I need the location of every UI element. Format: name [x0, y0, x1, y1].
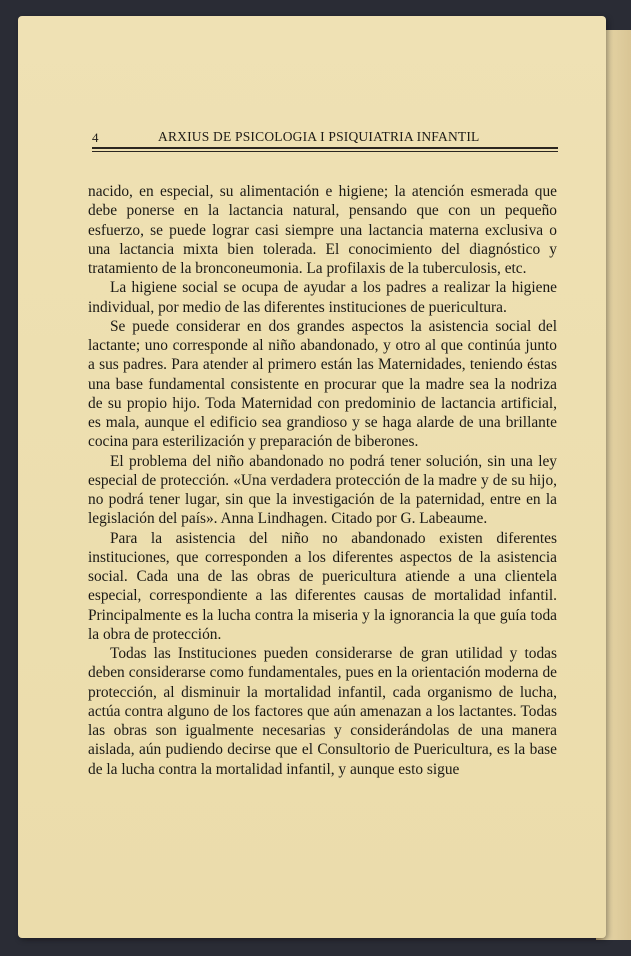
paragraph: Para la asistencia del niño no abandonado existen diferentes instituciones, que corresponden a los diferentes aspectos de la asistencia social. Cada una de las obras de puericultura atiende a una clientela especial, correspondiente a las diferentes causas de mortalidad infantil. Principalmente es la lucha contra la miseria y la ignorancia la que guía toda la obra de protección. — [88, 529, 557, 643]
page-number: 4 — [92, 130, 99, 145]
page-header — [92, 128, 558, 148]
running-title: ARXIUS DE PSICOLOGIA I PSIQUIATRIA INFANTIL — [158, 129, 480, 144]
paragraph: Todas las Instituciones pueden considerarse de gran utilidad y todas deben considerarse como fundamentales, pues en la orientación moderna de protección, al disminuir la mortalidad infantil, cada organismo de lucha, actúa contra alguno de los factores que aún amenazan a los lactantes. Todas las obras son igualmente necesarias y considerándolas de una manera aislada, aún pudiendo decirse que el Consultorio de Puericultura, es la base de la lucha contra la mortalidad infantil, y aunque esto sigue — [88, 645, 557, 778]
paragraph: Se puede considerar en dos grandes aspectos la asistencia social del lactante; uno corresponde al niño abandonado, y otro al que continúa junto a sus padres. Para atender al primero están las Maternidades, teniendo éstas una base fundamental consistente en procurar que la madre sea la nodriza de su propio hijo. Toda Maternidad con predominio de lactancia artificial, es mala, aunque el edificio sea grandioso y se haga alarde de una brillante cocina para esterilización y preparación de biberones. — [88, 317, 557, 451]
paragraph: nacido, en especial, su alimentación e higiene; la atención esmerada que debe ponerse en la lactancia natural, pensando que con un pequeño esfuerzo, se puede lograr casi siempre una lactancia materna exclusiva o una lactancia mixta bien tolerada. El conocimiento del diagnóstico y tratamiento de la bronconeumonia. La profilaxis de la tuberculosis, etc. — [88, 183, 557, 277]
body-text — [88, 182, 557, 779]
paragraph: El problema del niño abandonado no podrá tener solución, sin una ley especial de protección. «Una verdadera protección de la madre y de su hijo, no podrá tener lugar, sin que la investigación de la paternidad, entre en la legislación del país». Anna Lindhagen. Citado por G. Labeaume. — [88, 452, 557, 528]
paragraph: La higiene social se ocupa de ayudar a los padres a realizar la higiene individual, por medio de las diferentes instituciones de puericultura. — [88, 279, 557, 316]
header-rule-top — [92, 147, 558, 149]
header-rule-bottom — [92, 151, 558, 152]
